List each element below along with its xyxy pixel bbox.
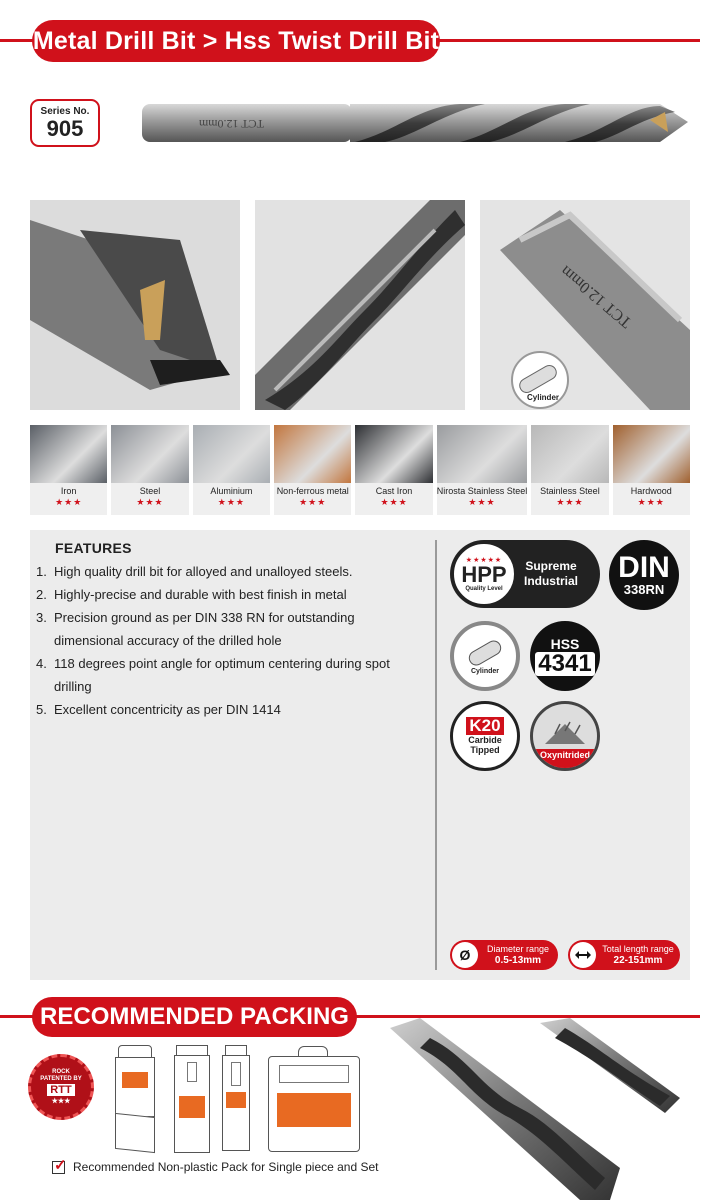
oxynitrided-badge bbox=[530, 701, 600, 771]
din-sub: 338RN bbox=[623, 581, 665, 597]
k20-title: K20 bbox=[466, 717, 503, 735]
stamp-stars: ★★★ bbox=[51, 1098, 71, 1105]
material-card bbox=[437, 425, 528, 515]
material-swatch bbox=[613, 425, 690, 483]
din-title: DIN bbox=[618, 550, 670, 584]
length-range-badge bbox=[568, 940, 680, 970]
stamp-logo: RTT bbox=[47, 1084, 74, 1096]
feature-number: 2. bbox=[36, 587, 47, 602]
cylinder-badge bbox=[450, 621, 520, 691]
material-swatch bbox=[30, 425, 107, 483]
feature-item bbox=[36, 652, 416, 698]
material-rating: ★★★ bbox=[380, 497, 408, 507]
feature-number: 3. bbox=[36, 610, 47, 625]
material-swatch bbox=[437, 425, 528, 483]
shank-engraving: TCT 12.0mm bbox=[557, 262, 635, 331]
feature-text: 118 degrees point angle for optimum centering during spot drilling bbox=[54, 656, 390, 694]
pack-set bbox=[268, 1046, 360, 1152]
material-label: Stainless Steel bbox=[540, 486, 600, 496]
pack-single-1 bbox=[110, 1045, 160, 1153]
hpp-circle bbox=[452, 542, 516, 606]
material-card bbox=[531, 425, 608, 515]
tip-detail-photo bbox=[30, 200, 240, 410]
material-swatch bbox=[274, 425, 351, 483]
feature-number: 5. bbox=[36, 702, 47, 717]
cylinder-icon bbox=[465, 638, 505, 668]
packing-caption-text: Recommended Non-plastic Pack for Single piece and Set bbox=[73, 1160, 379, 1174]
k20-sub1: Carbide bbox=[468, 735, 502, 745]
cylinder-photo-label: Cylinder bbox=[527, 393, 560, 402]
material-card bbox=[355, 425, 432, 515]
material-swatch bbox=[111, 425, 188, 483]
feature-item bbox=[36, 583, 416, 606]
length-value: 22-151mm bbox=[613, 955, 663, 966]
material-swatch bbox=[193, 425, 270, 483]
material-swatch bbox=[355, 425, 432, 483]
packing-caption bbox=[52, 1160, 379, 1174]
din-badge bbox=[609, 540, 679, 610]
material-rating: ★★★ bbox=[556, 497, 584, 507]
drill-engraving: TCT 12.0mm bbox=[198, 117, 264, 131]
material-card bbox=[30, 425, 107, 515]
shank-detail-photo bbox=[480, 200, 690, 410]
material-label: Iron bbox=[60, 486, 77, 496]
hpp-badge bbox=[450, 540, 600, 608]
length-label: Total length range bbox=[602, 944, 674, 954]
stamp-top: ROCK bbox=[52, 1069, 70, 1075]
diameter-label: Diameter range bbox=[486, 944, 550, 954]
stamp-middle: PATENTED BY bbox=[40, 1076, 82, 1082]
hss-sub: 4341 bbox=[535, 652, 594, 676]
features-list bbox=[36, 560, 416, 721]
material-rating: ★★★ bbox=[55, 497, 83, 507]
material-card bbox=[111, 425, 188, 515]
packing-title: RECOMMENDED PACKING bbox=[32, 997, 357, 1037]
material-rating: ★★★ bbox=[217, 497, 245, 507]
drill-bit-image bbox=[140, 92, 700, 158]
materials-strip bbox=[30, 425, 690, 515]
feature-item bbox=[36, 698, 416, 721]
hpp-sub: Quality Level bbox=[465, 586, 503, 592]
material-label: Aluminium bbox=[210, 486, 253, 496]
material-card bbox=[193, 425, 270, 515]
material-rating: ★★★ bbox=[136, 497, 164, 507]
material-label: Non-ferrous metal bbox=[276, 486, 349, 496]
diameter-icon: Ø bbox=[452, 942, 478, 968]
material-label: Hardwood bbox=[630, 486, 672, 496]
material-label: Nirosta Stainless Steel bbox=[436, 486, 528, 496]
cylinder-badge-label: Cylinder bbox=[470, 667, 499, 675]
page-title: Metal Drill Bit > Hss Twist Drill Bit bbox=[32, 20, 440, 62]
material-rating: ★★★ bbox=[299, 497, 327, 507]
material-rating: ★★★ bbox=[468, 497, 496, 507]
feature-text: Highly-precise and durable with best finish in metal bbox=[54, 587, 347, 602]
feature-text: Excellent concentricity as per DIN 1414 bbox=[54, 702, 281, 717]
features-title: FEATURES bbox=[55, 540, 132, 556]
feature-item bbox=[36, 606, 416, 652]
flute-detail-photo bbox=[255, 200, 465, 410]
pack-single-3 bbox=[222, 1045, 252, 1153]
pack-single-2 bbox=[170, 1045, 216, 1153]
feature-number: 1. bbox=[36, 564, 47, 579]
drill-bits-photo bbox=[390, 1018, 700, 1200]
material-rating: ★★★ bbox=[637, 497, 665, 507]
diameter-value: 0.5-13mm bbox=[494, 955, 542, 966]
hss-title: HSS bbox=[550, 636, 580, 652]
hpp-right-text: Supreme Industrial bbox=[523, 559, 578, 588]
k20-sub2: Tipped bbox=[470, 745, 500, 755]
material-label: Steel bbox=[139, 486, 161, 496]
material-card bbox=[613, 425, 690, 515]
k20-badge bbox=[450, 701, 520, 771]
material-card bbox=[274, 425, 351, 515]
checkbox-icon bbox=[52, 1161, 65, 1174]
feature-item bbox=[36, 560, 416, 583]
material-label: Cast Iron bbox=[375, 486, 413, 496]
length-icon bbox=[570, 942, 596, 968]
series-label: Series No. bbox=[40, 106, 90, 117]
hpp-title: HPP bbox=[461, 562, 507, 587]
series-badge bbox=[30, 99, 100, 147]
hpp-stars: ★★★★★ bbox=[465, 557, 503, 564]
diameter-range-badge bbox=[450, 940, 558, 970]
hss-badge bbox=[530, 621, 600, 691]
material-swatch bbox=[531, 425, 608, 483]
series-number: 905 bbox=[46, 116, 84, 141]
feature-text: High quality drill bit for alloyed and unalloyed steels. bbox=[54, 564, 353, 579]
patent-stamp bbox=[28, 1054, 94, 1120]
oxynitrided-label: Oxynitrided bbox=[533, 749, 597, 768]
feature-number: 4. bbox=[36, 656, 47, 671]
oxynitrided-icon bbox=[540, 719, 590, 749]
panel-divider bbox=[435, 540, 437, 970]
feature-text: Precision ground as per DIN 338 RN for outstanding dimensional accuracy of the drilled hole bbox=[54, 610, 355, 648]
